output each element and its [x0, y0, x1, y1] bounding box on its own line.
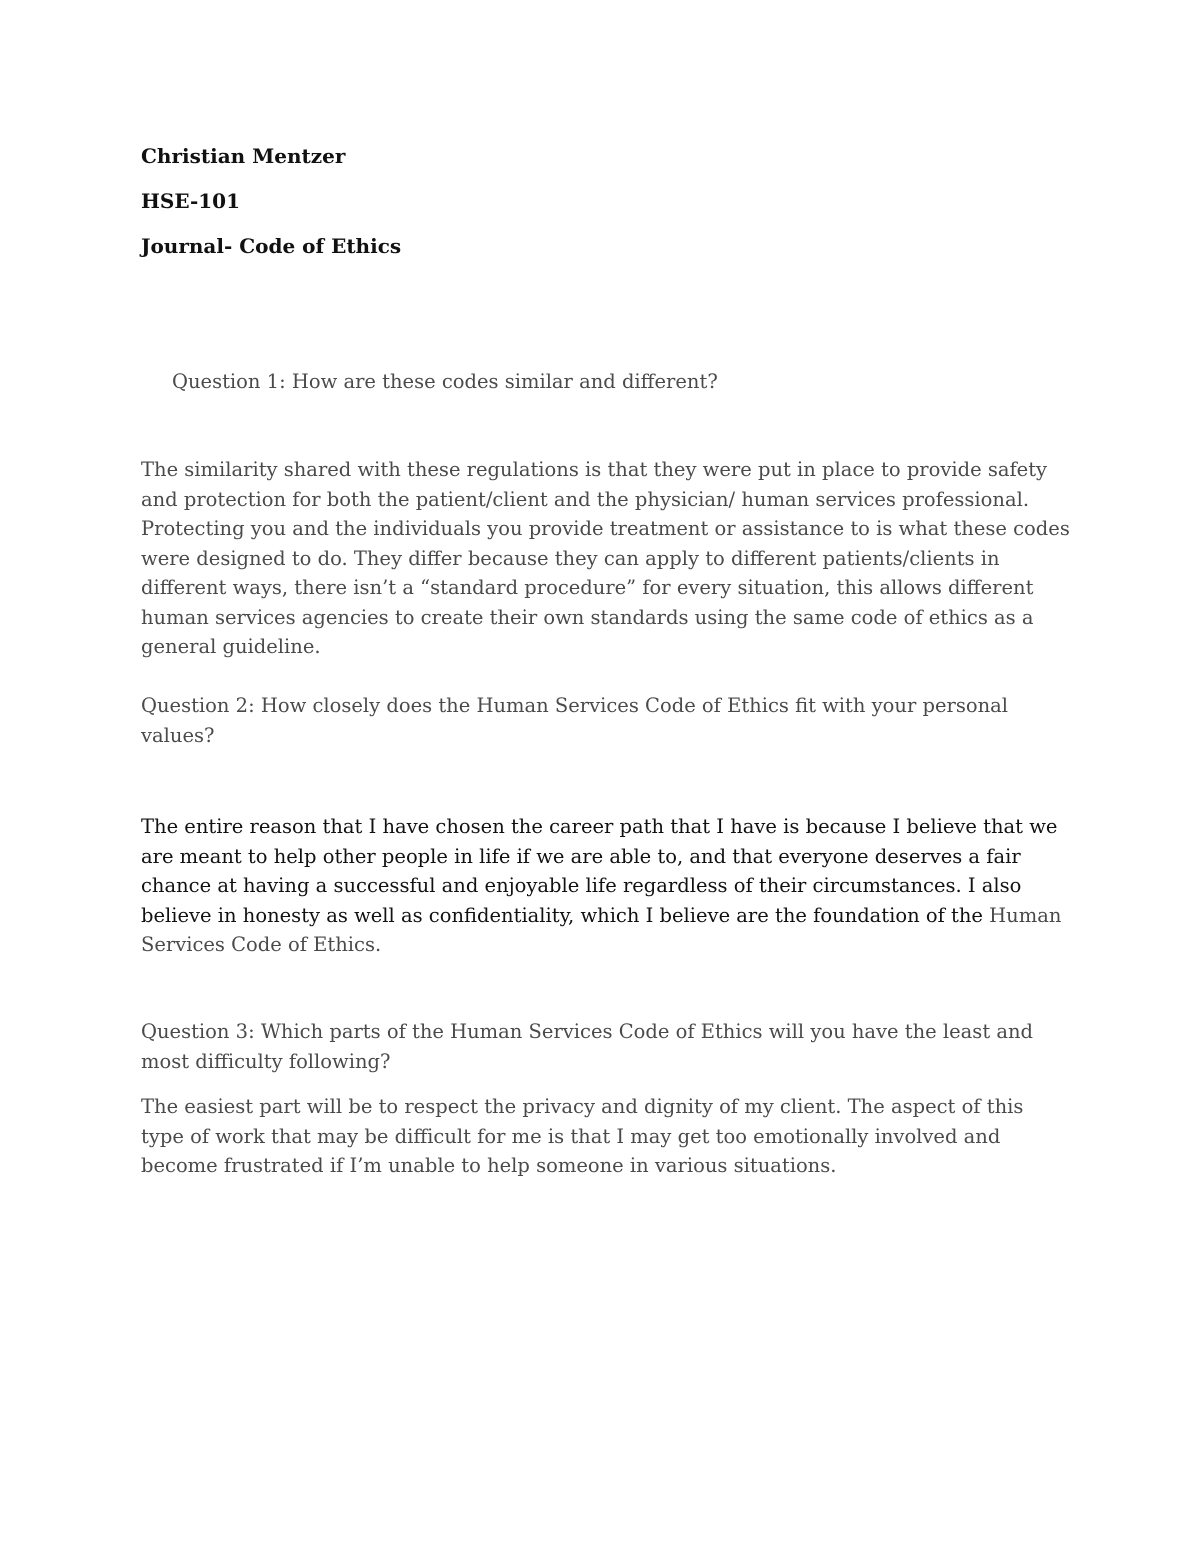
author-name: Christian Mentzer — [141, 144, 346, 168]
question-3-label: Question 3: Which parts of the Human Services Code of Ethics will you have the least and most difficulty following? — [141, 1020, 1034, 1073]
question-2-answer-main: The entire reason that I have chosen the career path that I have is because I believe that we are meant to help other people in life if we are able to, and that everyone deserves a fair chance at having a successful and enjoyable life regardless of their circumstances. I also believe in honesty as well as confidentiality, which I believe are the foundation of the — [141, 815, 1058, 927]
question-2-label: Question 2: How closely does the Human Services Code of Ethics fit with your personal values? — [141, 694, 1008, 747]
course-code: HSE-101 — [141, 189, 241, 213]
question-2-answer-tail: Human Services Code of Ethics. — [141, 903, 1062, 956]
question-1-answer: The similarity shared with these regulations is that they were put in place to provide safety and protection for both the patient/client and the physician/ human services professional. Protecting you and the individuals you provide treatment or assistance to is what these codes were designed to do. They differ because they can apply to different patients/clients in different ways, there isn’t a “standard procedure” for every situation, this allows different human services agencies to create their own standards using the same code of ethics as a general guideline. — [141, 458, 1070, 658]
question-1-label: Question 1: How are these codes similar and different? — [172, 370, 718, 393]
question-3-answer: The easiest part will be to respect the privacy and dignity of my client. The aspect of this type of work that may be difficult for me is that I may get too emotionally involved and become frustrated if I’m unable to help someone in various situations. — [141, 1095, 1024, 1177]
question-2-answer — [141, 812, 1071, 960]
assignment-title: Journal- Code of Ethics — [141, 234, 402, 258]
